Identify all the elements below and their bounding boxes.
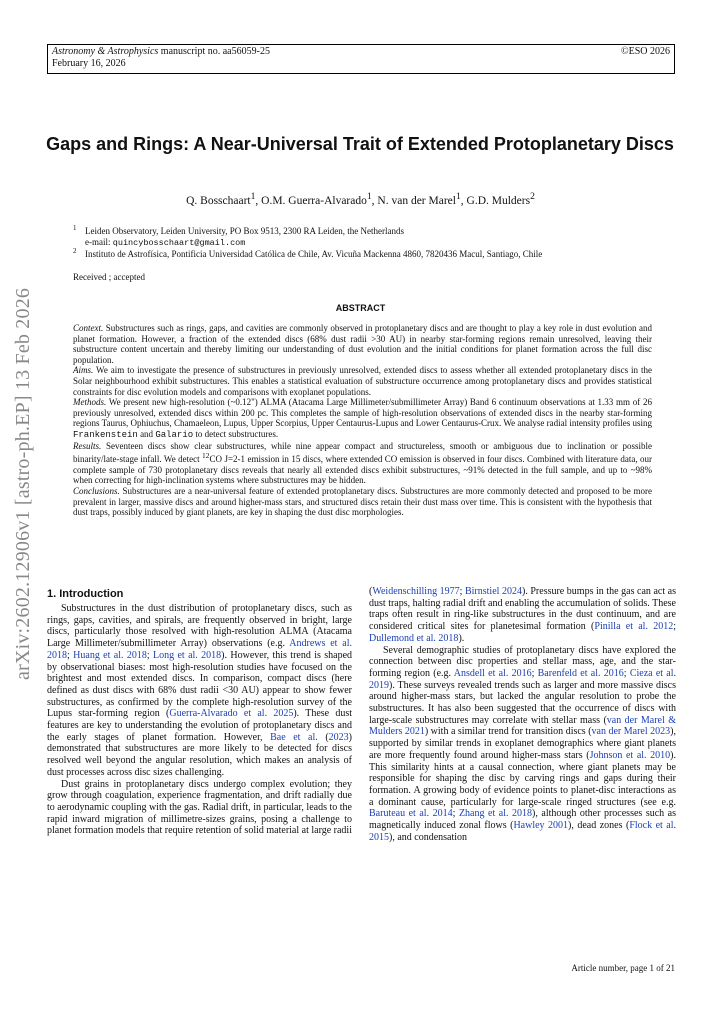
citation-link[interactable]: Dullemond et al. 2018	[369, 632, 459, 644]
received-line: Received ; accepted	[73, 272, 145, 282]
citation-link[interactable]: Barenfeld et al. 2016	[537, 667, 624, 679]
paper-title: Gaps and Rings: A Near-Universal Trait of Extended Protoplanetary Discs	[46, 134, 674, 154]
journal-name: Astronomy & Astrophysics	[52, 46, 159, 57]
citation-link[interactable]: Ansdell et al. 2016	[453, 667, 532, 679]
author-affiliation-mark: 1	[250, 191, 256, 202]
left-column	[47, 603, 352, 837]
section-heading-introduction: 1. Introduction	[47, 588, 124, 600]
citation-link[interactable]: van der Marel & Mulders 2021	[369, 714, 676, 738]
copyright: ©ESO 2026	[621, 46, 670, 57]
author: G.D. Mulders	[466, 194, 531, 207]
manuscript-header	[47, 44, 675, 74]
manuscript-number: manuscript no. aa56059-25	[160, 46, 270, 57]
citation-link[interactable]: Long et al. 2018	[153, 649, 222, 661]
abstract	[73, 323, 652, 518]
paragraph: (Weidenschilling 1977; Birnstiel 2024). Pressure bumps in the gas can act as dust traps, halting radial drift and enabling the accumulation of solids. These traps often result in ring-like substructures in the dust continuum, and are considered critical sites for planetesimal formation (Pinilla et al. 2012; Dullemond et al. 2018).	[369, 586, 677, 644]
manuscript-date: February 16, 2026	[52, 58, 126, 69]
citation-link[interactable]: Pinilla et al. 2012	[594, 621, 674, 633]
citation-link[interactable]: Weidenschilling 1977	[372, 586, 460, 597]
citation-link[interactable]: van der Marel 2023	[591, 726, 671, 738]
citation-link[interactable]: Guerra-Alvarado et al. 2025	[169, 708, 294, 720]
header-left	[52, 46, 270, 70]
author-affiliation-mark: 1	[455, 191, 461, 202]
citation-link[interactable]: Cieza et al. 2019	[369, 667, 677, 691]
arxiv-stamp: arXiv:2602.12906v1 [astro-ph.EP] 13 Feb 2026	[12, 287, 34, 680]
abstract-aims: Aims. We aim to investigate the presence of substructures in previously unresolved, extended discs to assess whether all extended protoplanetary discs in the Solar neighbourhood exhibit substructures. This enables a statistical evaluation of substructure occurrence among protoplanetary discs and provides statistical constraints for disc evolution models and comparisons with exoplanet populations.	[73, 365, 652, 397]
right-column	[369, 586, 676, 843]
citation-link[interactable]: Zhang et al. 2018	[458, 808, 533, 820]
abstract-methods: Methods. We present new high-resolution (~0.12") ALMA (Atacama Large Millimeter/submillimeter Array) Band 6 continuum observations at 1.33 mm of 26 previously unresolved, extended discs within 200 pc. This completes the sample of high-resolution observations of extended discs in the nearby star-forming regions Taurus, Ophiuchus, Chamaeleon, Lupus, Upper Scorpius, Upper Centaurus-Lupus and Lower Centaurus-Crux. We analyse radial intensity profiles using Frankenstein and Galario to detect substructures.	[73, 397, 652, 440]
abstract-conclusions: Conclusions. Substructures are a near-universal feature of extended protoplanetary discs. Substructures are more commonly detected and proposed to be more prevalent in larger, massive discs and around higher-mass stars, and structured discs retain their dust mass over time. This is consistent with the hypothesis that dust traps, possibly induced by giant planets, are key in shaping the dust disc morphologies.	[73, 485, 653, 518]
citation-link[interactable]: Baruteau et al. 2014	[369, 808, 453, 820]
affiliation-1: 1 Leiden Observatory, Leiden University, PO Box 9513, 2300 RA Leiden, the Netherlands e-mail: quincybosschaart@gmail.com	[73, 224, 405, 248]
citation-link[interactable]: Bae et al.	[270, 731, 318, 743]
author-affiliation-mark: 1	[366, 191, 372, 202]
citation-link[interactable]: Andrews et al. 2018	[47, 638, 352, 661]
abstract-context: Context. Substructures such as rings, gaps, and cavities are commonly observed in protoplanetary discs and are thought to play a key role in dust evolution and planet formation. However, a fraction of the extended discs (68% dust radii >30 AU) in nearby star-forming regions remain unresolved, leaving their substructure content uncertain and thereby limiting our understanding of dust evolution and the initial conditions for planet formation across the full disc population.	[73, 323, 652, 365]
author-affiliation-mark: 2	[530, 191, 535, 202]
author: Q. Bosschaart	[186, 194, 251, 207]
citation-link[interactable]: Johnson et al. 2010	[589, 749, 671, 761]
page-footer: Article number, page 1 of 21	[571, 963, 675, 973]
citation-link[interactable]: Hawley 2001	[513, 820, 569, 832]
abstract-heading: ABSTRACT	[335, 303, 386, 313]
author: N. van der Marel	[377, 194, 456, 207]
affiliation-2: 2 Instituto de Astrofísica, Pontificia Universidad Católica de Chile, Av. Vicuña Mackenna 4860, 7820436 Macul, Santiago, Chile	[73, 247, 543, 259]
citation-link[interactable]: 2023	[328, 731, 349, 743]
paragraph: Several demographic studies of protoplanetary discs have explored the connection between disc properties and stellar mass, age, and the star-forming region (e.g. Ansdell et al. 2016; Barenfeld et al. 2016; Cieza et al. 2019). These surveys revealed trends such as larger and more massive discs around higher-mass stars, but lacked the angular resolution to probe the substructures. It has also been suggested that the occurrence of discs with large-scale substructures may correlate with stellar mass (van der Marel & Mulders 2021) with a similar trend for transition discs (van der Marel 2023), supported by similar trends in exoplanet demographics where giant planets are more frequently found around higher-mass stars (Johnson et al. 2010). This similarity hints at a causal connection, where giant planets may be responsible for shaping the disc by carving rings and gaps during their formation. A growing body of evidence points to planet-disc interactions as a dominant cause, particularly for large-scale ringed structures (see e.g. Baruteau et al. 2014; Zhang et al. 2018), although other processes such as magnetically induced zonal flows (Hawley 2001), dead zones (Flock et al. 2015), and condensation	[369, 644, 677, 843]
citation-link[interactable]: Flock et al. 2015	[369, 820, 676, 843]
abstract-results: Results. Seventeen discs show clear substructures, while nine appear compact and structureless, smooth or ambiguous due to inclination or possible binarity/late-stage infall. We detect $^{12}$CO J=2-1 emission in 15 discs, where extended CO emission is observed in four discs. Combined with literature data, our complete sample of 730 protoplanetary discs reveals that nearly all extended discs exhibit substructures, ~91% detected in the full sample, and up to ~98% when correcting for high-inclination systems where substructures may be hidden.	[73, 440, 652, 486]
citation-link[interactable]: Huang et al. 2018	[73, 649, 147, 661]
author-list: Q. Bosschaart$^1$, O.M. Guerra-Alvarado$^1$, N. van der Marel$^1$, G.D. Mulders$^2$	[186, 191, 535, 207]
affiliations	[73, 226, 663, 260]
citation-link[interactable]: Birnstiel 2024	[464, 586, 522, 597]
paragraph: Substructures in the dust distribution of protoplanetary discs, such as rings, gaps, cavities, and spirals, are frequently observed in bright, large discs, particularly those resolved with high-resolution ALMA (Atacama Large Millimeter/submillimeter Array) observations (e.g. Andrews et al. 2018; Huang et al. 2018; Long et al. 2018). However, this trend is shaped by observational biases: most high-resolution studies have focused on the brightest and most extended discs. In comparison, compact discs (here defined as dust discs with 68% dust radii <30 AU) appear to show fewer substructures, as confirmed by the complete high-resolution survey of the Lupus star-forming region (Guerra-Alvarado et al. 2025). These dust features are key to understanding the evolution of protoplanetary discs and the early stages of planet formation. However, Bae et al. (2023) demonstrated that substructures are more likely to be detected for discs resolved well beyond the angular resolution, which makes an analysis of dust processes across disc sizes challenging.	[47, 603, 353, 778]
paragraph: Dust grains in protoplanetary discs undergo complex evolution; they grow through coagulation, experience fragmentation, and drift radially due to aerodynamic coupling with the gas. Radial drift, in particular, leads to the rapid inward migration of millimetre-sizes grains, posing a challenge to planet formation models that require retention of solid material at large radii	[47, 778, 352, 837]
author-email[interactable]: quincybosschaart@gmail.com	[112, 238, 246, 248]
author: O.M. Guerra-Alvarado	[261, 194, 367, 207]
